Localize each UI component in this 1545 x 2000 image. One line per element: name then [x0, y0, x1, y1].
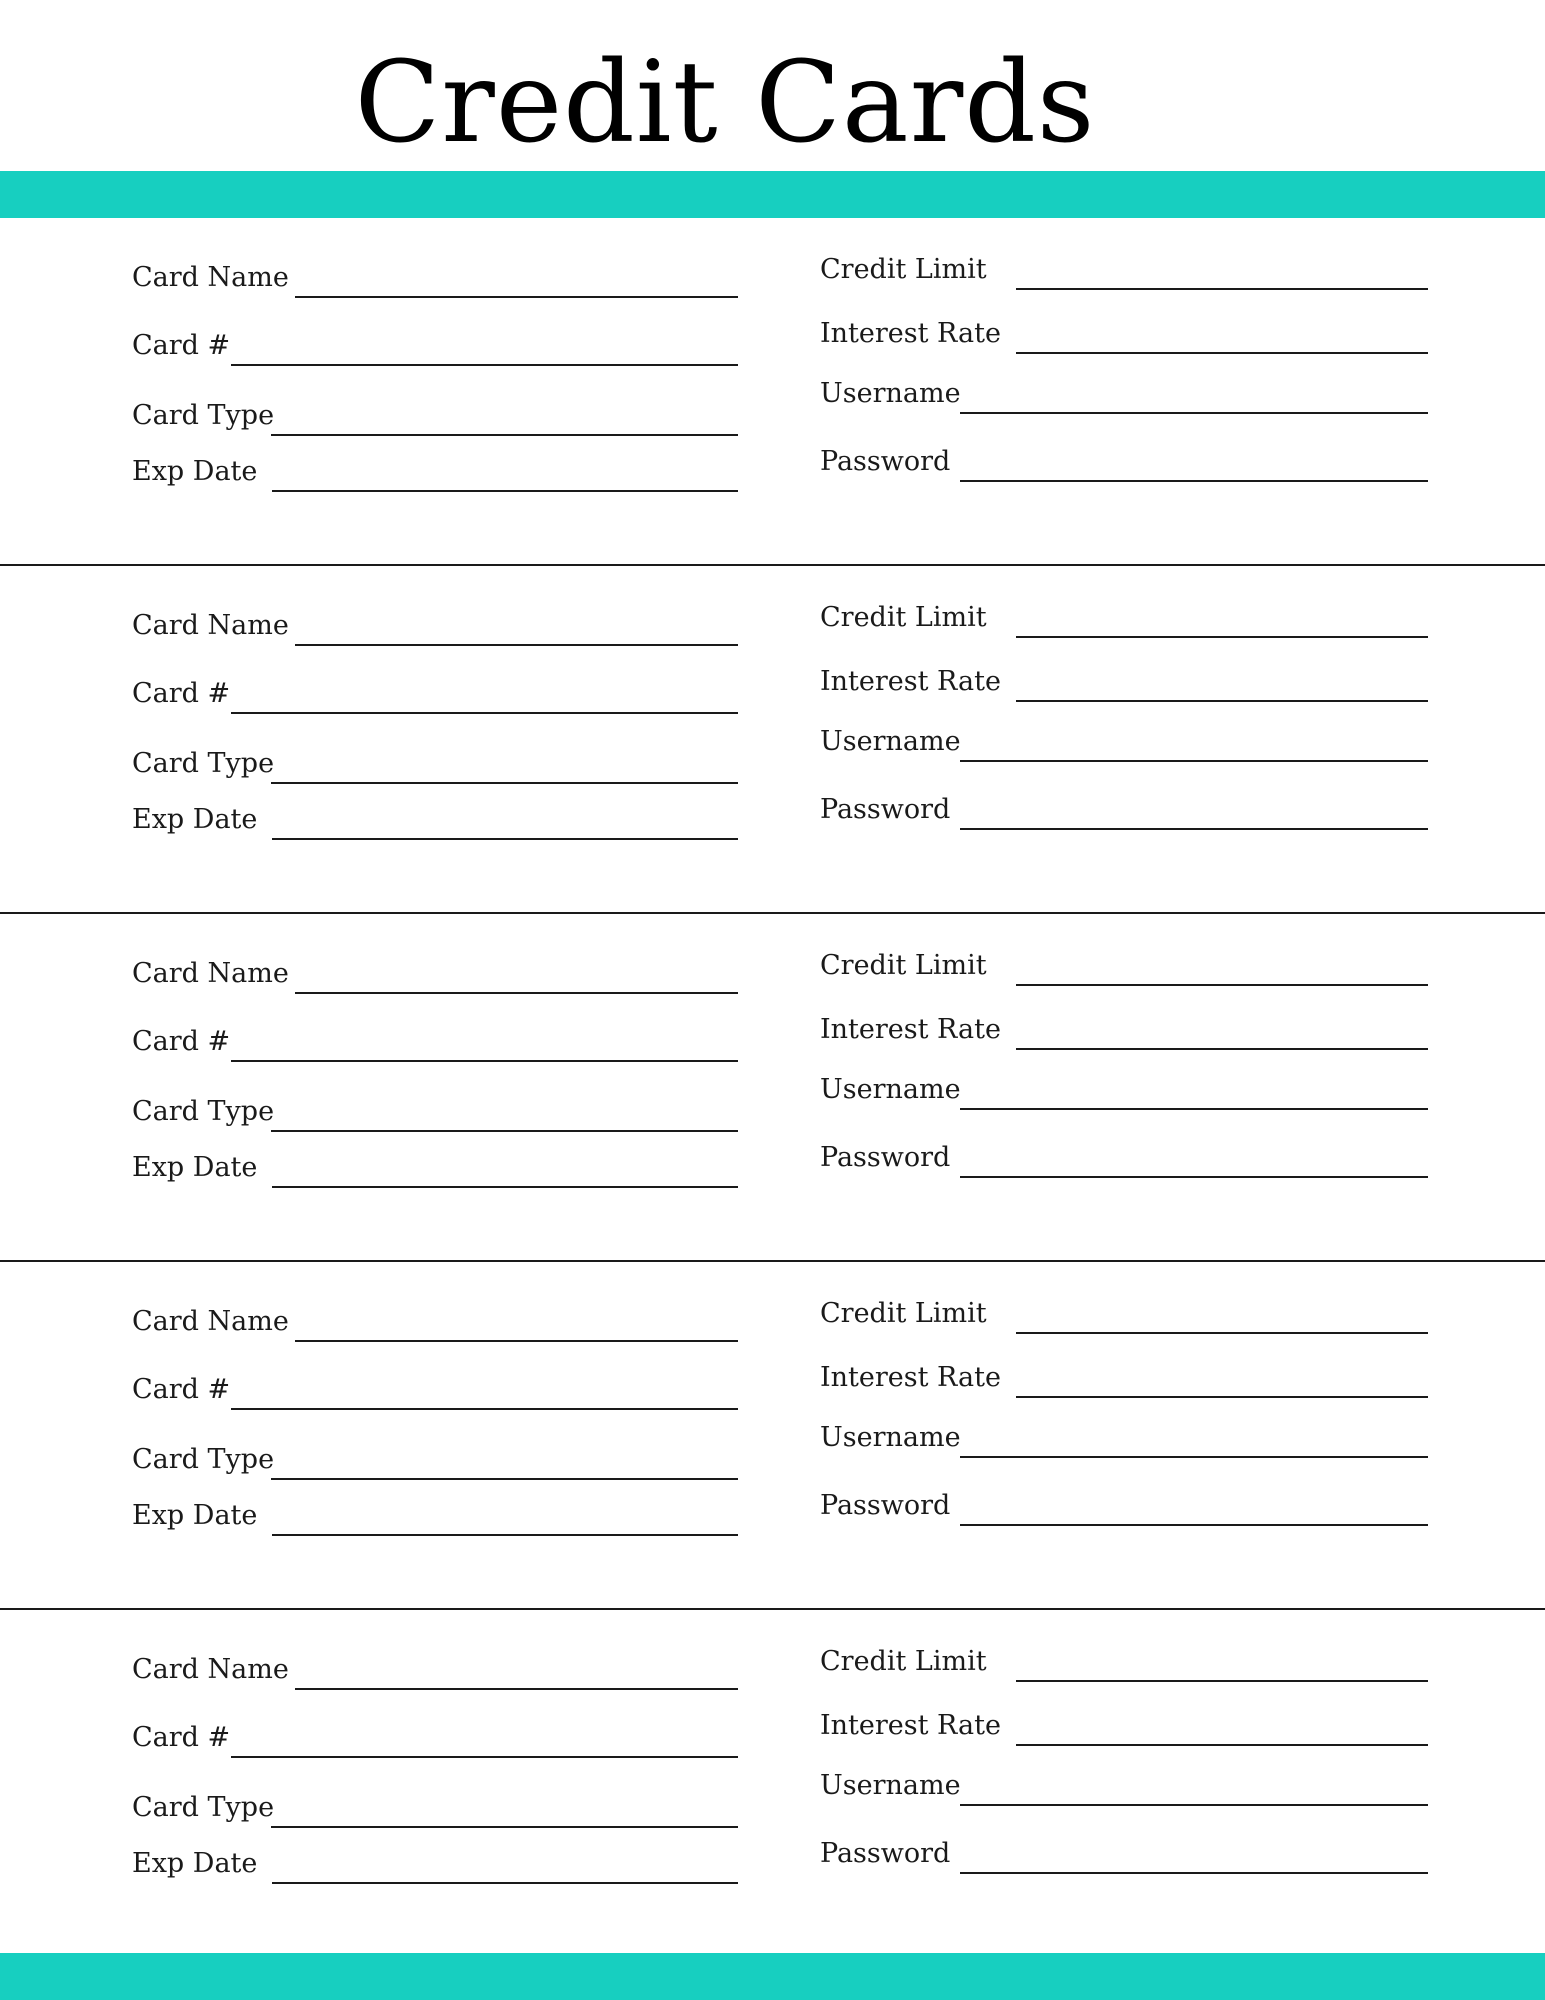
card-name-label: Card Name — [132, 610, 289, 641]
exp-date-input-line[interactable] — [272, 838, 738, 840]
username-input-line[interactable] — [960, 412, 1428, 414]
card-number-field — [132, 1026, 738, 1066]
interest-rate-input-line[interactable] — [1016, 1744, 1428, 1746]
exp-date-input-line[interactable] — [272, 1882, 738, 1884]
exp-date-label: Exp Date — [132, 804, 258, 835]
exp-date-field — [132, 456, 738, 496]
card-name-input-line[interactable] — [295, 1340, 738, 1342]
password-label: Password — [820, 446, 951, 477]
interest-rate-input-line[interactable] — [1016, 1396, 1428, 1398]
interest-rate-field — [820, 318, 1428, 358]
interest-rate-label: Interest Rate — [820, 1362, 1001, 1393]
password-label: Password — [820, 794, 951, 825]
card-number-label: Card # — [132, 1722, 231, 1753]
exp-date-field — [132, 1152, 738, 1192]
password-input-line[interactable] — [960, 1176, 1428, 1178]
credit-limit-input-line[interactable] — [1016, 288, 1428, 290]
card-number-field — [132, 678, 738, 718]
card-name-input-line[interactable] — [295, 992, 738, 994]
username-input-line[interactable] — [960, 1456, 1428, 1458]
card-number-label: Card # — [132, 678, 231, 709]
card-type-label: Card Type — [132, 1444, 275, 1475]
card-number-field — [132, 1374, 738, 1414]
interest-rate-field — [820, 1362, 1428, 1402]
interest-rate-field — [820, 666, 1428, 706]
username-field — [820, 1770, 1428, 1810]
credit-limit-label: Credit Limit — [820, 950, 987, 981]
credit-limit-label: Credit Limit — [820, 602, 987, 633]
card-name-field — [132, 958, 738, 998]
card-name-label: Card Name — [132, 1306, 289, 1337]
card-type-input-line[interactable] — [271, 1478, 738, 1480]
card-number-label: Card # — [132, 1026, 231, 1057]
password-field — [820, 794, 1428, 834]
card-number-input-line[interactable] — [231, 1756, 738, 1758]
username-label: Username — [820, 726, 961, 757]
card-entry-section — [0, 566, 1545, 914]
interest-rate-field — [820, 1710, 1428, 1750]
card-name-input-line[interactable] — [295, 644, 738, 646]
card-name-label: Card Name — [132, 1654, 289, 1685]
credit-limit-label: Credit Limit — [820, 254, 987, 285]
credit-limit-field — [820, 950, 1428, 990]
exp-date-input-line[interactable] — [272, 1186, 738, 1188]
password-field — [820, 1142, 1428, 1182]
card-entry-section — [0, 914, 1545, 1262]
card-number-label: Card # — [132, 1374, 231, 1405]
interest-rate-label: Interest Rate — [820, 1710, 1001, 1741]
exp-date-label: Exp Date — [132, 1500, 258, 1531]
top-accent-band — [0, 171, 1545, 218]
card-name-input-line[interactable] — [295, 1688, 738, 1690]
card-type-input-line[interactable] — [271, 434, 738, 436]
credit-limit-field — [820, 1298, 1428, 1338]
card-number-input-line[interactable] — [231, 712, 738, 714]
card-name-label: Card Name — [132, 262, 289, 293]
exp-date-label: Exp Date — [132, 1152, 258, 1183]
username-input-line[interactable] — [960, 760, 1428, 762]
credit-limit-input-line[interactable] — [1016, 1680, 1428, 1682]
card-type-field — [132, 1792, 738, 1832]
username-label: Username — [820, 378, 961, 409]
username-label: Username — [820, 1074, 961, 1105]
card-name-field — [132, 262, 738, 302]
password-field — [820, 1490, 1428, 1530]
card-type-input-line[interactable] — [271, 1130, 738, 1132]
exp-date-input-line[interactable] — [272, 1534, 738, 1536]
password-label: Password — [820, 1838, 951, 1869]
credit-limit-field — [820, 254, 1428, 294]
password-label: Password — [820, 1142, 951, 1173]
interest-rate-label: Interest Rate — [820, 318, 1001, 349]
password-label: Password — [820, 1490, 951, 1521]
card-type-field — [132, 400, 738, 440]
exp-date-field — [132, 1848, 738, 1888]
card-type-input-line[interactable] — [271, 1826, 738, 1828]
credit-limit-field — [820, 602, 1428, 642]
username-label: Username — [820, 1422, 961, 1453]
password-input-line[interactable] — [960, 1872, 1428, 1874]
password-input-line[interactable] — [960, 480, 1428, 482]
card-number-input-line[interactable] — [231, 1060, 738, 1062]
interest-rate-field — [820, 1014, 1428, 1054]
exp-date-field — [132, 1500, 738, 1540]
card-entry-section — [0, 1610, 1545, 1958]
card-number-input-line[interactable] — [231, 364, 738, 366]
username-field — [820, 726, 1428, 766]
card-type-label: Card Type — [132, 748, 275, 779]
interest-rate-input-line[interactable] — [1016, 700, 1428, 702]
card-type-field — [132, 748, 738, 788]
credit-limit-input-line[interactable] — [1016, 984, 1428, 986]
card-type-label: Card Type — [132, 1096, 275, 1127]
card-entry-section — [0, 218, 1545, 566]
card-name-field — [132, 610, 738, 650]
credit-limit-label: Credit Limit — [820, 1298, 987, 1329]
card-type-field — [132, 1444, 738, 1484]
exp-date-label: Exp Date — [132, 1848, 258, 1879]
card-name-input-line[interactable] — [295, 296, 738, 298]
credit-limit-input-line[interactable] — [1016, 1332, 1428, 1334]
card-number-field — [132, 1722, 738, 1762]
interest-rate-input-line[interactable] — [1016, 1048, 1428, 1050]
card-entry-section — [0, 1262, 1545, 1610]
password-input-line[interactable] — [960, 828, 1428, 830]
interest-rate-label: Interest Rate — [820, 1014, 1001, 1045]
username-field — [820, 1074, 1428, 1114]
interest-rate-label: Interest Rate — [820, 666, 1001, 697]
card-number-field — [132, 330, 738, 370]
card-type-label: Card Type — [132, 400, 275, 431]
username-label: Username — [820, 1770, 961, 1801]
card-name-field — [132, 1654, 738, 1694]
card-name-label: Card Name — [132, 958, 289, 989]
credit-limit-label: Credit Limit — [820, 1646, 987, 1677]
username-field — [820, 1422, 1428, 1462]
card-number-label: Card # — [132, 330, 231, 361]
exp-date-input-line[interactable] — [272, 490, 738, 492]
card-number-input-line[interactable] — [231, 1408, 738, 1410]
card-type-input-line[interactable] — [271, 782, 738, 784]
credit-limit-field — [820, 1646, 1428, 1686]
username-field — [820, 378, 1428, 418]
password-field — [820, 446, 1428, 486]
card-type-field — [132, 1096, 738, 1136]
exp-date-field — [132, 804, 738, 844]
card-name-field — [132, 1306, 738, 1346]
password-input-line[interactable] — [960, 1524, 1428, 1526]
page-title: Credit Cards — [354, 38, 1096, 168]
credit-limit-input-line[interactable] — [1016, 636, 1428, 638]
username-input-line[interactable] — [960, 1108, 1428, 1110]
interest-rate-input-line[interactable] — [1016, 352, 1428, 354]
exp-date-label: Exp Date — [132, 456, 258, 487]
password-field — [820, 1838, 1428, 1878]
bottom-accent-band — [0, 1953, 1545, 2000]
card-type-label: Card Type — [132, 1792, 275, 1823]
username-input-line[interactable] — [960, 1804, 1428, 1806]
